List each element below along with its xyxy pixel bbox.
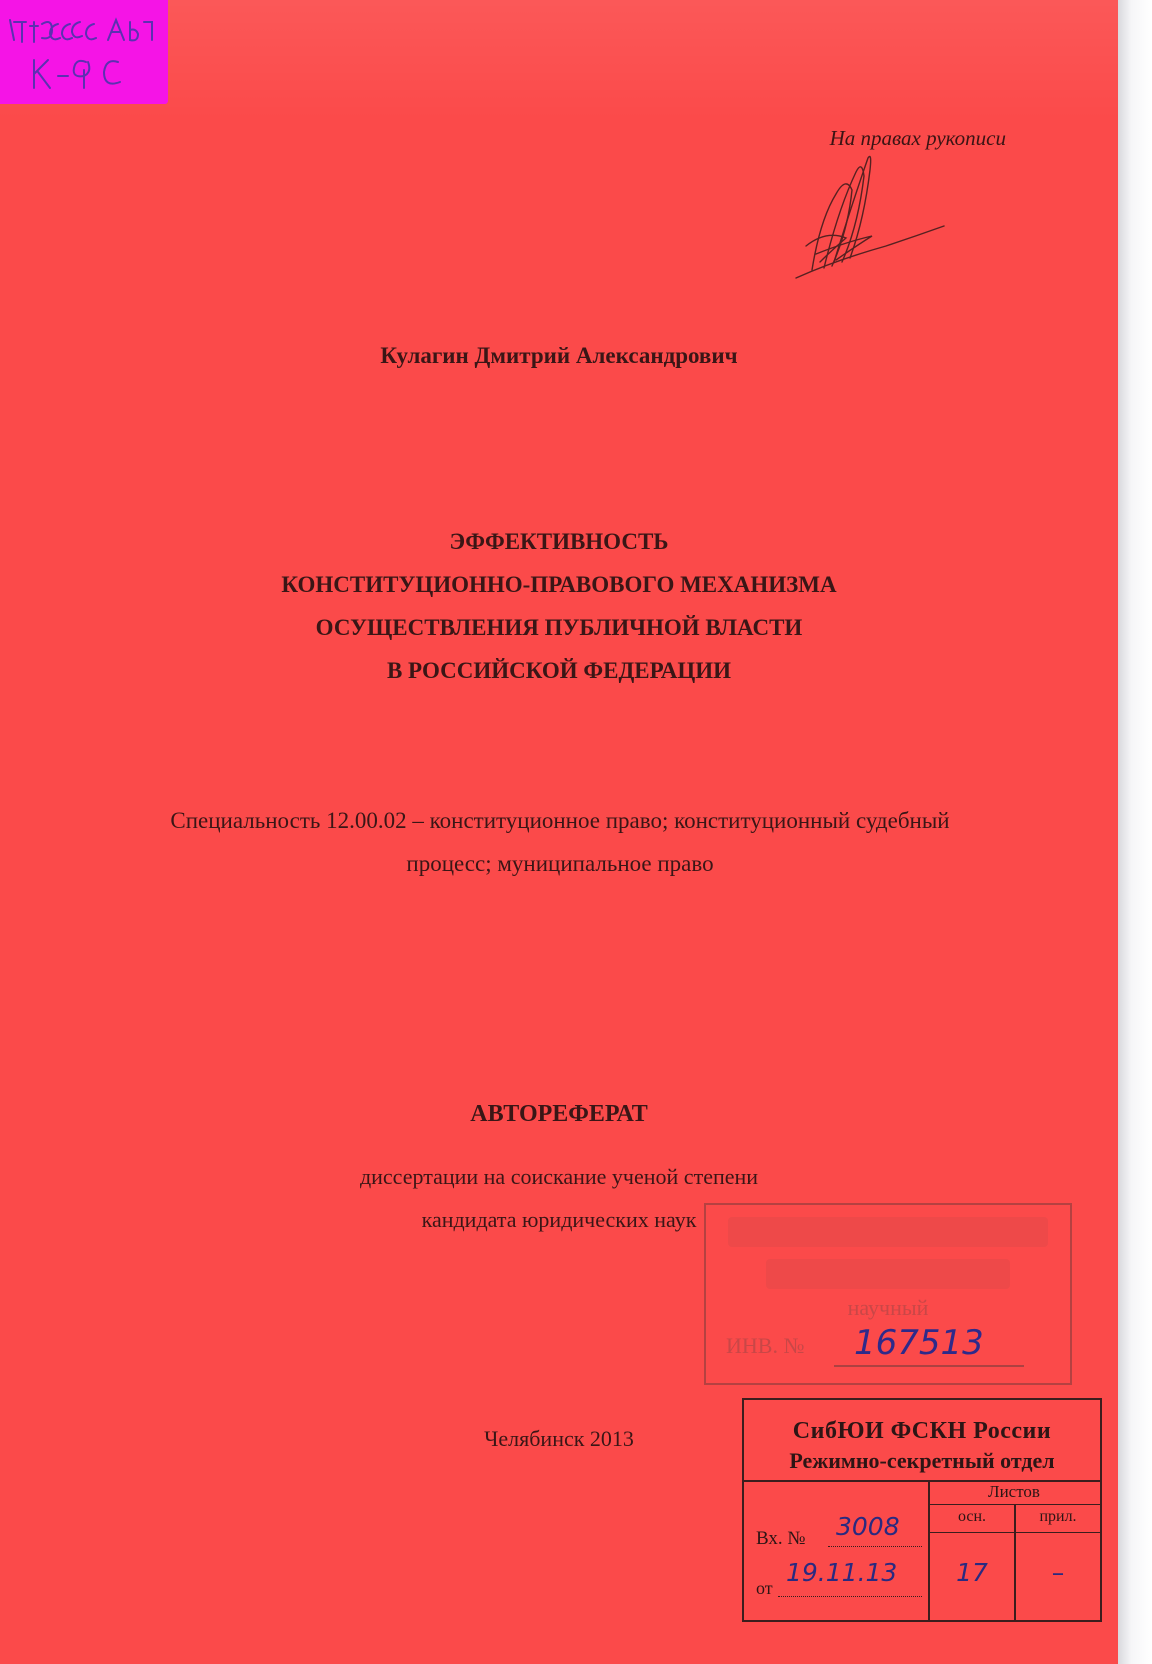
stamp-underline: [834, 1365, 1024, 1367]
library-sticker: [0, 0, 168, 104]
stamp-faded-line: [766, 1259, 1010, 1289]
title-line: КОНСТИТУЦИОННО-ПРАВОВОГО МЕХАНИЗМА: [281, 572, 837, 597]
specialty-line: Специальность 12.00.02 – конституционное право; конституционный судебный: [170, 808, 950, 833]
degree-line: кандидата юридических наук: [421, 1207, 697, 1232]
scanner-background: [1118, 0, 1152, 1664]
stamp-date-label: от: [756, 1578, 773, 1598]
stamp-department: Режимно-секретный отдел: [789, 1448, 1055, 1473]
stamp-dotted-line: [828, 1546, 922, 1547]
specialty-block: [100, 799, 1020, 885]
city-year: Челябинск 2013: [484, 1426, 634, 1451]
title-line: ЭФФЕКТИВНОСТЬ: [449, 529, 669, 554]
stamp-divider: [928, 1532, 1100, 1533]
stamp-inventory-label: ИНВ. №: [726, 1333, 805, 1358]
stamp-divider: [1014, 1504, 1016, 1620]
stamp-organization: СибЮИ ФСКН России: [792, 1418, 1052, 1444]
stamp-sheets-header: Листов: [988, 1482, 1040, 1501]
degree-line: диссертации на соискание ученой степени: [359, 1164, 759, 1189]
stamp-divider: [928, 1504, 1100, 1505]
stamp-dotted-line: [778, 1596, 922, 1597]
stamp-incoming-number: 3008: [836, 1512, 900, 1541]
library-stamp: [704, 1203, 1072, 1385]
signature-icon: [776, 150, 956, 310]
manuscript-rights-note: На правах рукописи: [829, 126, 1006, 150]
stamp-faded-line: [728, 1217, 1048, 1247]
author-name: Кулагин Дмитрий Александрович: [380, 343, 738, 368]
document-type: АВТОРЕФЕРАТ: [470, 1101, 648, 1127]
title-line: В РОССИЙСКОЙ ФЕДЕРАЦИИ: [386, 658, 732, 683]
specialty-line: процесс; муниципальное право: [406, 851, 714, 876]
stamp-inventory-number: 167513: [854, 1323, 984, 1363]
registry-stamp: [742, 1398, 1102, 1622]
stamp-attachments-header: прил.: [1039, 1508, 1077, 1525]
title-line: ОСУЩЕСТВЛЕНИЯ ПУБЛИЧНОЙ ВЛАСТИ: [315, 615, 803, 640]
stamp-attachments: –: [1051, 1558, 1065, 1587]
stamp-main-sheets: 17: [956, 1558, 988, 1587]
sticker-handwriting-icon: [0, 0, 168, 104]
stamp-incoming-label: Вх. №: [756, 1528, 806, 1549]
dissertation-title: [0, 520, 1118, 692]
stamp-line: научный: [847, 1295, 929, 1320]
stamp-main-header: осн.: [957, 1508, 987, 1525]
stamp-date: 19.11.13: [786, 1558, 898, 1587]
